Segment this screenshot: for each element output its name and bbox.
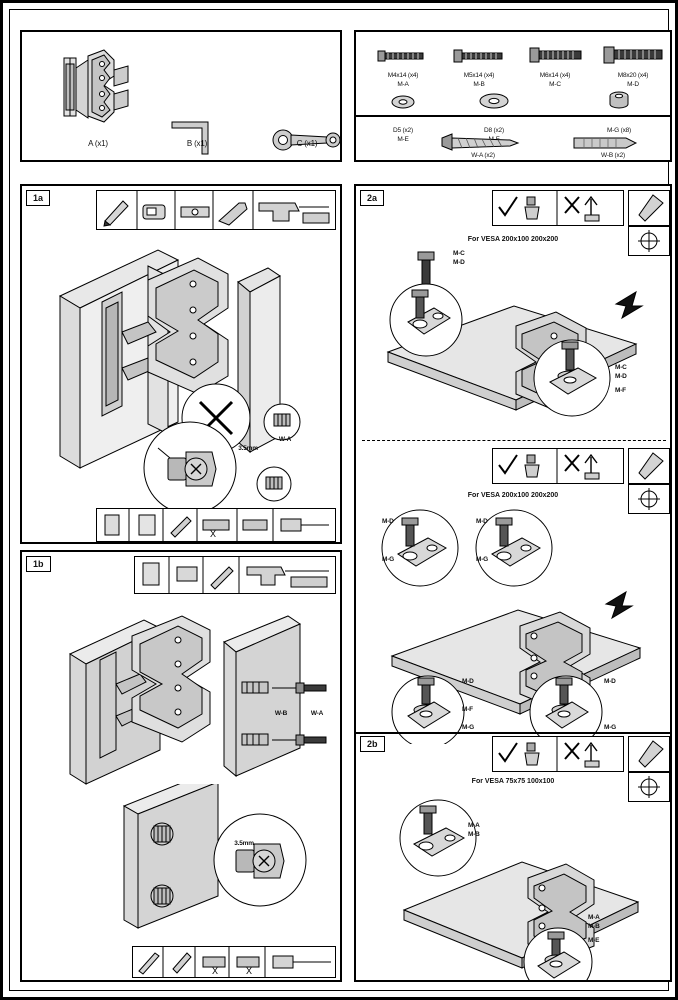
step-1b-label: 1b xyxy=(26,556,51,572)
callout-mg-2a2-b: M-G xyxy=(476,556,489,563)
hardware-code-5: M-E xyxy=(397,136,409,143)
check-icons-2a-2 xyxy=(493,449,623,483)
callout-mg-2a2-a: M-G xyxy=(382,556,395,563)
tool-icons xyxy=(97,191,335,229)
driver-icon xyxy=(629,191,669,225)
hardware-spec-2: M5x14 (x4) xyxy=(463,72,495,79)
step-1b-illustration-bottom xyxy=(28,784,334,934)
machine-screw-icon xyxy=(528,45,588,65)
driver-icon xyxy=(629,449,669,483)
hardware-code-3: M-C xyxy=(549,81,561,88)
allen-key-icon xyxy=(162,112,232,162)
callout-mc2-2a1: M-C xyxy=(615,364,627,371)
hardware-code-2: M-B xyxy=(473,81,485,88)
step-1b-illustration-top xyxy=(28,600,334,810)
callout-mf-2a1: M-F xyxy=(615,387,626,394)
hardware-divider xyxy=(356,115,670,117)
callout-mf-2a2: M-F xyxy=(462,706,473,713)
step-1a-label: 1a xyxy=(26,190,50,206)
step-2a-2-illustration xyxy=(362,504,668,744)
step-2a-panel xyxy=(354,184,672,982)
hardware-code-9: W-B (x2) xyxy=(601,152,625,159)
check-icons-2a-1 xyxy=(493,191,623,225)
hardware-code-4: M-D xyxy=(627,81,639,88)
callout-md2-2a1: M-D xyxy=(615,373,627,380)
bottom-strip-1a xyxy=(96,508,336,542)
callout-md-2a2-a: M-D xyxy=(382,518,394,525)
part-b-label: B (x1) xyxy=(186,139,208,148)
step-2a-label: 2a xyxy=(360,190,384,206)
bottom-strip-1b xyxy=(132,946,336,978)
driver-box-2b xyxy=(628,736,670,772)
tool-strip-1b xyxy=(134,556,336,594)
callout-mc-2a1: M-C xyxy=(453,250,465,257)
step-1a-panel xyxy=(20,184,342,544)
spacer-ring-icon xyxy=(604,90,634,112)
page-inner-border xyxy=(9,9,669,991)
check-icons-2b xyxy=(493,737,623,771)
part-a-label: A (x1) xyxy=(88,139,108,148)
svg-text:X: X xyxy=(245,966,253,976)
wall-mount-bracket-icon xyxy=(58,46,136,132)
hardware-code-8: W-A (x2) xyxy=(471,152,495,159)
check-strip-2a-2 xyxy=(492,448,624,484)
hardware-spec-1: M4x14 (x4) xyxy=(387,72,419,79)
callout-mg-2a2-d: M-G xyxy=(604,724,617,731)
step-2b-label: 2b xyxy=(360,736,385,752)
tool-icons-1b xyxy=(135,557,335,593)
callout-wa-1b: W-A xyxy=(310,710,324,717)
check-strip-2a-1 xyxy=(492,190,624,226)
callout-me-2b: M-E xyxy=(588,937,600,944)
section-divider-2a xyxy=(362,440,666,441)
lag-screw-icon xyxy=(440,132,524,154)
tool-strip-1a xyxy=(96,190,336,230)
parts-panel xyxy=(20,30,342,162)
callout-md-2a2-b: M-D xyxy=(476,518,488,525)
callout-wb-1b: W-B xyxy=(274,710,288,717)
hardware-code-1: M-A xyxy=(397,81,409,88)
machine-screw-icon xyxy=(452,46,508,66)
bottom-icons-1b xyxy=(133,947,335,977)
callout-35mm-1a: 3.5mm xyxy=(238,445,258,452)
callout-md-2a2-c: M-D xyxy=(462,678,474,685)
step-1b-panel xyxy=(20,550,342,982)
step-2b-illustration xyxy=(362,790,668,980)
callout-mb2-2b: M-B xyxy=(588,923,600,930)
step-2a-1-illustration xyxy=(364,248,664,428)
svg-text:X: X xyxy=(211,966,219,976)
callout-35mm-1b: 3.5mm xyxy=(234,840,254,847)
callout-mb-2b: M-B xyxy=(468,831,480,838)
hardware-spec-3: M6x14 (x4) xyxy=(539,72,571,79)
step-1a-illustration xyxy=(28,236,334,526)
hardware-panel xyxy=(354,30,672,162)
callout-md-2a2-d: M-D xyxy=(604,678,616,685)
machine-screw-icon xyxy=(376,46,428,66)
machine-screw-icon xyxy=(602,44,666,66)
vesa-heading-2a-1: For VESA 200x100 200x200 xyxy=(467,236,559,243)
callout-mg-2a2-c: M-G xyxy=(462,724,475,731)
driver-box-2a-1 xyxy=(628,190,670,226)
wall-anchor-icon xyxy=(570,134,642,152)
callout-ma2-2b: M-A xyxy=(588,914,600,921)
bottom-icons-1a xyxy=(97,509,335,541)
callout-md-2a1: M-D xyxy=(453,259,465,266)
vesa-heading-2b: For VESA 75x75 100x100 xyxy=(471,778,555,785)
part-c-label: C (x1) xyxy=(296,139,318,148)
driver-icon xyxy=(629,737,669,771)
driver-box-2a-2 xyxy=(628,448,670,484)
step-2b-top-rule xyxy=(356,732,670,734)
washer-icon xyxy=(478,92,510,110)
callout-wa-1a: W-A xyxy=(278,436,292,443)
washer-icon xyxy=(390,94,416,110)
hardware-spec-5: D5 (x2) xyxy=(393,127,413,134)
hardware-spec-6: D8 (x2) xyxy=(484,127,504,134)
hardware-code-7: M-G (x8) xyxy=(606,127,632,134)
callout-ma-2b: M-A xyxy=(468,822,480,829)
vesa-heading-2a-2: For VESA 200x100 200x200 xyxy=(467,492,559,499)
check-strip-2b xyxy=(492,736,624,772)
hardware-spec-4: M8x20 (x4) xyxy=(617,72,649,79)
svg-text:X: X xyxy=(209,529,217,539)
